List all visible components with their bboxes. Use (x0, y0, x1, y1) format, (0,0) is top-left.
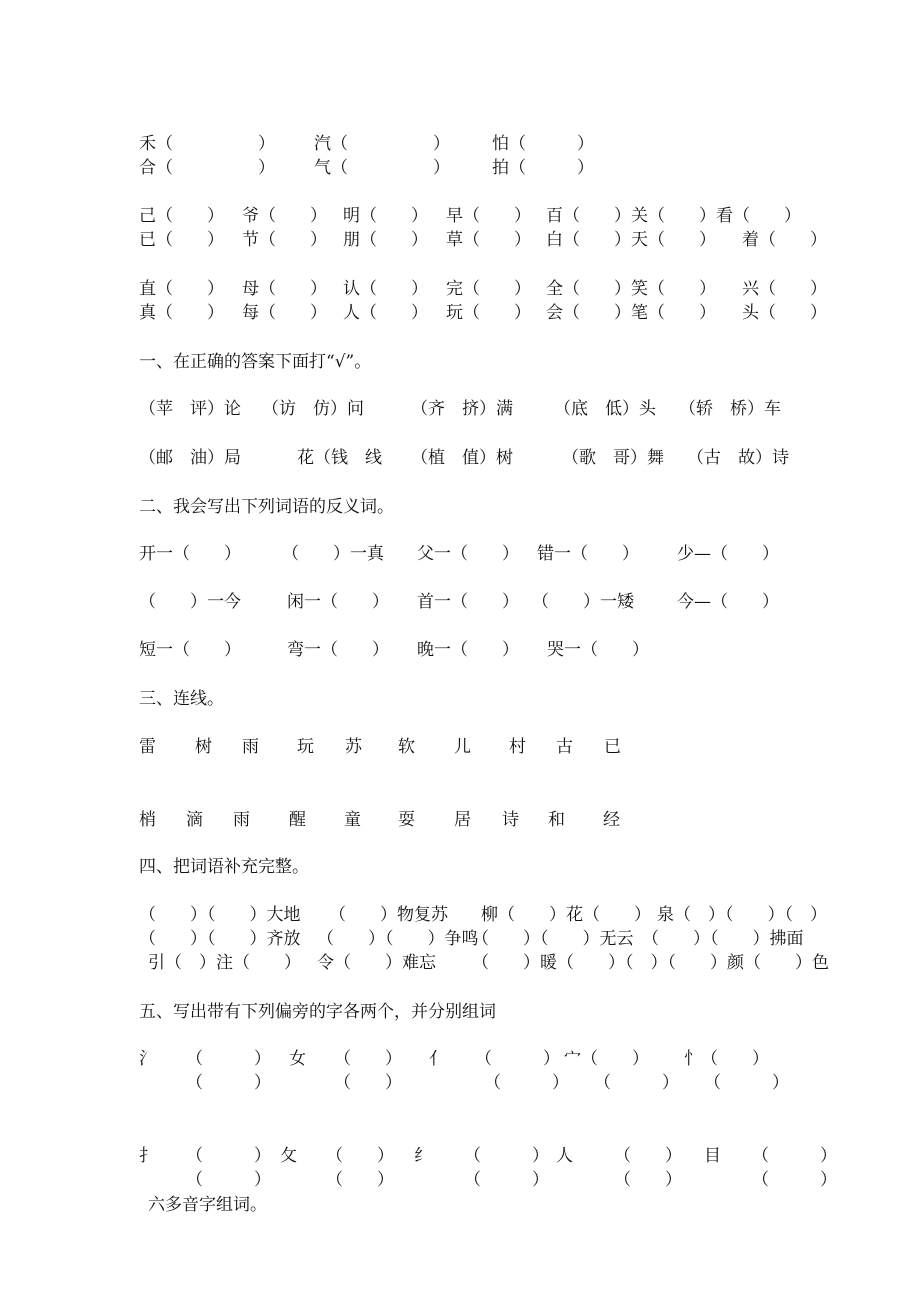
sec5-r1-blank3: （ ） (475, 1049, 560, 1069)
sec3-r1-w3[interactable]: 雨 (242, 737, 259, 757)
sec2-title: 二、我会写出下列词语的反义词。 (139, 497, 394, 517)
sec2-r2-c3: 首一（ ） (417, 592, 519, 612)
b2-r2-c4: 草（ ） (446, 230, 531, 250)
sec2-r2-c1: （ ）一今 (139, 592, 241, 612)
b3-r2-c5: 会（ ）笔（ ） (546, 303, 716, 323)
sec2-r3-c1: 短一（ ） (139, 640, 241, 660)
sec3-r2-w6[interactable]: 耍 (398, 810, 415, 830)
b3-r1-c5: 全（ ）笑（ ） (546, 279, 716, 299)
b3-r1-c1: 直（ ） (139, 279, 224, 299)
sec5-r2-blank1: （ ） (186, 1073, 271, 1093)
sec2-r2-c2: 闲一（ ） (287, 592, 389, 612)
sec5-r4-blank1: （ ） (186, 1170, 271, 1190)
sec4-r2-c4: （ ）（ ）拂面 (642, 929, 804, 949)
sec5-r1-blank1: （ ） (186, 1049, 271, 1069)
b2-r2-c1: 已（ ） (139, 230, 224, 250)
b2-r1-c3: 明（ ） (343, 206, 428, 226)
b1-r1-c3: 怕（ ） (492, 134, 594, 154)
sec5-r3-blank1: （ ） (186, 1146, 271, 1166)
sec5-r4-blank4: （ ） (614, 1170, 682, 1190)
sec4-title: 四、把词语补充完整。 (139, 857, 309, 877)
sec6-title: 六多音字组词。 (148, 1195, 267, 1215)
sec2-r2-c4: （ ）一矮 (532, 592, 634, 612)
sec5-r3-blank3: （ ） (464, 1146, 549, 1166)
sec1-r2-c2: 花（钱 线 (297, 448, 382, 468)
sec5-r2-blank3: （ ） (484, 1073, 569, 1093)
sec1-r2-c4: （歌 哥）舞 (562, 448, 664, 468)
sec3-r2-w10[interactable]: 经 (603, 810, 620, 830)
b2-r1-c1: 己（ ） (139, 206, 224, 226)
sec3-r1-w5[interactable]: 苏 (345, 737, 362, 757)
sec3-r2-w2[interactable]: 滴 (186, 810, 203, 830)
sec3-r2-w8[interactable]: 诗 (502, 810, 519, 830)
sec4-r3-c2: 令（ ）难忘 (317, 953, 436, 973)
sec5-r3-radical-eye: 目 (704, 1146, 721, 1166)
sec5-r2-blank2: （ ） (334, 1073, 402, 1093)
sec5-r4-blank3: （ ） (464, 1170, 549, 1190)
sec3-r1-w6[interactable]: 软 (398, 737, 415, 757)
sec5-title: 五、写出带有下列偏旁的字各两个，并分别组词 (139, 1002, 496, 1022)
b1-r2-c1: 合（ ） (139, 158, 275, 178)
sec5-r3-blank5: （ ） (752, 1146, 837, 1166)
sec4-r3-c3: （ ）暖（ ）（ ）（ ）颜（ ）色 (472, 953, 829, 973)
sec2-r3-c4: 哭一（ ） (547, 640, 649, 660)
b1-r2-c3: 拍（ ） (492, 158, 594, 178)
b2-r1-c4: 早（ ） (446, 206, 531, 226)
sec5-r3-radical-hand: 扌 (139, 1146, 156, 1166)
sec5-r3-blank4: （ ） (614, 1146, 682, 1166)
sec3-r1-w9[interactable]: 古 (556, 737, 573, 757)
b1-r1-c1: 禾（ ） (139, 134, 275, 154)
b3-r1-c2: 母（ ） (242, 279, 327, 299)
sec1-r2-c5: （古 故）诗 (687, 448, 789, 468)
b3-r1-c6: 兴（ ） (742, 279, 827, 299)
sec4-r2-c2: （ ）（ ）争鸣 (317, 929, 479, 949)
sec3-r1-w4[interactable]: 玩 (297, 737, 314, 757)
sec5-r3-radical-knock: 攵 (280, 1146, 297, 1166)
b3-r1-c4: 完（ ） (446, 279, 531, 299)
sec3-r1-w2[interactable]: 树 (195, 737, 212, 757)
sec3-r2-w9[interactable]: 和 (548, 810, 565, 830)
sec1-r1-c1: （苹 评）论 (139, 399, 241, 419)
sec1-title: 一、在正确的答案下面打“√”。 (139, 352, 372, 372)
sec5-r2-blank4: （ ） (594, 1073, 679, 1093)
sec1-r2-c1: （邮 油）局 (139, 448, 241, 468)
sec4-r3-c1: 引（ ）注（ ） (148, 953, 301, 973)
sec3-r1-w1[interactable]: 雷 (139, 737, 156, 757)
b3-r2-c2: 每（ ） (242, 303, 327, 323)
b3-r2-c6: 头（ ） (742, 303, 827, 323)
b2-r1-c2: 爷（ ） (242, 206, 327, 226)
sec4-r2-c3: （ ）（ ）无云 (472, 929, 634, 949)
sec5-r4-blank5: （ ） (752, 1170, 837, 1190)
sec4-r1-c2: （ ）物复苏 (329, 905, 448, 925)
b1-r2-c2: 气（ ） (314, 158, 450, 178)
sec2-r1-c5: 少—（ ） (677, 544, 779, 564)
sec4-r2-c1: （ ）（ ）齐放 (139, 929, 301, 949)
b3-r2-c1: 真（ ） (139, 303, 224, 323)
sec2-r1-c3: 父一（ ） (417, 544, 519, 564)
b3-r1-c3: 认（ ） (343, 279, 428, 299)
sec2-r1-c2: （ ）一真 (282, 544, 384, 564)
sec3-title: 三、连线。 (139, 689, 224, 709)
sec5-r3-radical-man: 人 (556, 1146, 573, 1166)
b2-r2-c6: 着（ ） (742, 230, 827, 250)
sec5-r3-blank2: （ ） (326, 1146, 394, 1166)
sec5-r1-blank2: （ ） (334, 1049, 402, 1069)
sec4-r1-c1: （ ）（ ）大地 (139, 905, 301, 925)
sec3-r2-w5[interactable]: 童 (344, 810, 361, 830)
sec5-r1-radical-person: 亻 (429, 1049, 446, 1069)
b2-r1-c5: 百（ ）关（ ）看（ ） (546, 206, 801, 226)
sec1-r1-c4: （底 低）头 (554, 399, 656, 419)
sec3-r2-w3[interactable]: 雨 (233, 810, 250, 830)
sec2-r1-c4: 错一（ ） (537, 544, 639, 564)
sec1-r1-c2: （访 仿）问 (262, 399, 364, 419)
b2-r2-c2: 节（ ） (242, 230, 327, 250)
sec5-r1-roof: 宀（ ） (564, 1049, 649, 1069)
sec3-r2-w7[interactable]: 居 (454, 810, 471, 830)
sec2-r1-c1: 开一（ ） (139, 544, 241, 564)
b1-r1-c2: 汽（ ） (314, 134, 450, 154)
sec2-r2-c5: 今—（ ） (677, 592, 779, 612)
b2-r2-c5: 白（ ）天（ ） (546, 230, 716, 250)
sec5-r1-radical-female: 女 (289, 1049, 306, 1069)
sec3-r2-w4[interactable]: 醒 (289, 810, 306, 830)
sec2-r3-c3: 晚一（ ） (417, 640, 519, 660)
sec1-r2-c3: （植 值）树 (411, 448, 513, 468)
b3-r2-c4: 玩（ ） (446, 303, 531, 323)
sec5-r1-radical-water: 氵 (139, 1049, 156, 1069)
sec1-r1-c5: （轿 桥）车 (679, 399, 781, 419)
sec2-r3-c2: 弯一（ ） (287, 640, 389, 660)
b3-r2-c3: 人（ ） (343, 303, 428, 323)
sec3-r2-w1[interactable]: 梢 (139, 810, 156, 830)
sec3-r1-w7[interactable]: 儿 (454, 737, 471, 757)
b2-r2-c3: 朋（ ） (343, 230, 428, 250)
sec3-r1-w8[interactable]: 村 (509, 737, 526, 757)
sec5-r1-heart: 忄（ ） (684, 1049, 769, 1069)
sec4-r1-c4: 泉（ ）（ ）（ ） (657, 905, 827, 925)
sec3-r1-w10[interactable]: 已 (604, 737, 621, 757)
sec4-r1-c3: 柳（ ）花（ ） (481, 905, 651, 925)
sec5-r2-blank5: （ ） (704, 1073, 789, 1093)
sec5-r4-blank2: （ ） (326, 1170, 394, 1190)
sec1-r1-c3: （齐 挤）满 (411, 399, 513, 419)
sec5-r3-radical-silk: 纟 (414, 1146, 431, 1166)
